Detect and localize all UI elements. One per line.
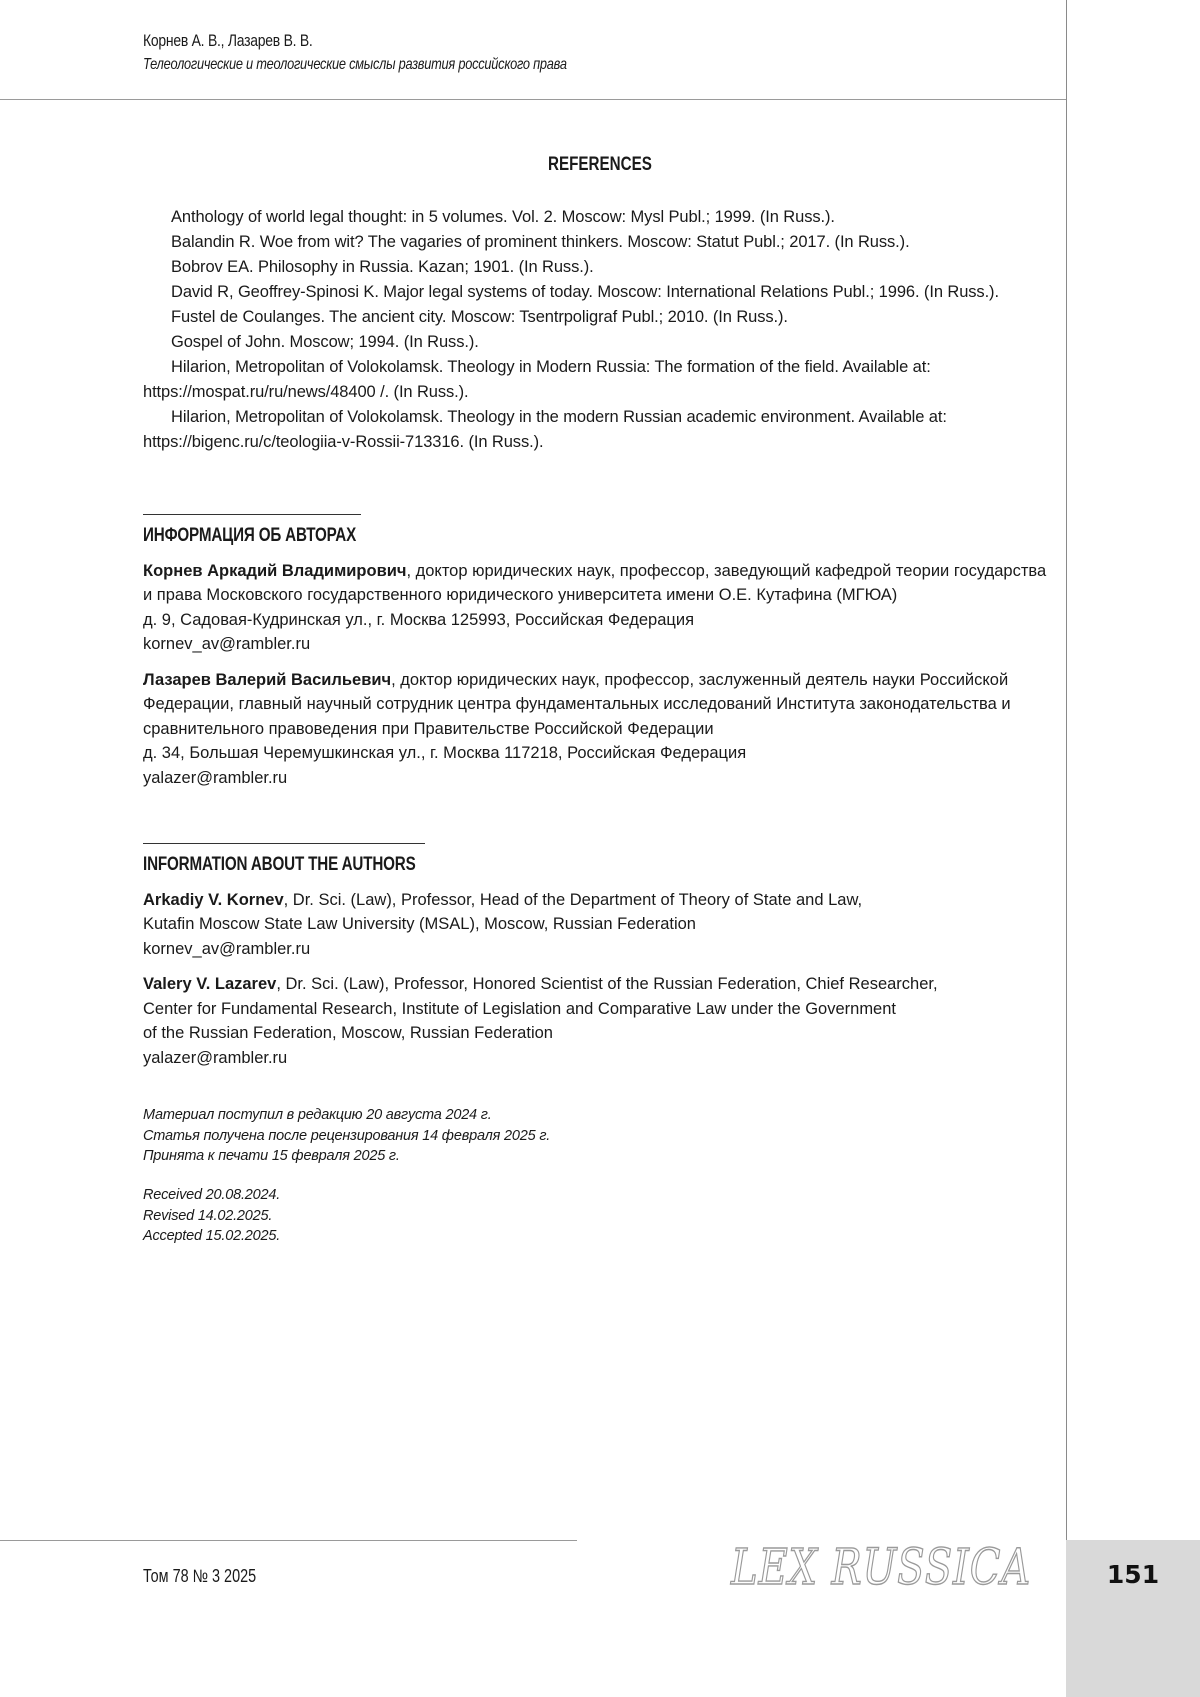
footer-divider — [0, 1540, 577, 1541]
references-heading: REFERENCES — [548, 154, 652, 175]
author-email[interactable]: kornev_av@rambler.ru — [143, 939, 311, 958]
section-divider — [143, 514, 361, 515]
page-number: 151 — [1106, 1560, 1160, 1589]
author-name: Лазарев Валерий Васильевич — [143, 670, 392, 689]
author-name: Корнев Аркадий Владимирович — [143, 561, 407, 580]
authors-en-heading: INFORMATION ABOUT THE AUTHORS — [143, 854, 416, 875]
reference-item: Gospel of John. Moscow; 1994. (In Russ.). — [171, 333, 479, 351]
author-en-entry — [143, 972, 1058, 1070]
date-line: Received 20.08.2024. — [143, 1187, 281, 1203]
authors-en-section — [143, 853, 1058, 1081]
author-description: , Dr. Sci. (Law), Professor, Honored Scientist of the Russian Federation, Chief Researcher, — [276, 975, 938, 993]
authors-ru-heading: ИНФОРМАЦИЯ ОБ АВТОРАХ — [143, 525, 357, 546]
date-line: Материал поступил в редакцию 20 августа 2024 г. — [143, 1107, 492, 1123]
logo-text: LEX RUSSICA — [730, 1538, 1031, 1596]
date-line: Accepted 15.02.2025. — [143, 1228, 281, 1244]
author-ru-entry — [143, 668, 1058, 791]
author-name: Arkadiy V. Kornev — [143, 890, 284, 909]
reference-item: Bobrov EA. Philosophy in Russia. Kazan; 1901. (In Russ.). — [171, 258, 594, 276]
dates-en — [143, 1185, 280, 1247]
author-affiliation: Center for Fundamental Research, Institute of Legislation and Comparative Law under the Government — [143, 999, 896, 1018]
dates-ru — [143, 1105, 550, 1167]
authors-ru-section — [143, 524, 1058, 801]
reference-item: Anthology of world legal thought: in 5 volumes. Vol. 2. Moscow: Mysl Publ.; 1999. (In Russ.). — [171, 208, 835, 226]
author-address: д. 34, Большая Черемушкинская ул., г. Москва 117218, Российская Федерация — [143, 744, 747, 762]
reference-item: Balandin R. Woe from wit? The vagaries of prominent thinkers. Moscow: Statut Publ.; 2017. (In Russ.). — [171, 233, 910, 251]
header-divider — [0, 99, 1066, 100]
author-email[interactable]: yalazer@rambler.ru — [143, 1048, 288, 1067]
date-line: Статья получена после рецензирования 14 февраля 2025 г. — [143, 1127, 551, 1144]
reference-item: Hilarion, Metropolitan of Volokolamsk. Theology in the modern Russian academic environment. Available at: https://bigenc.ru/c/teologiia-v-Rossii-713316. (In Russ.). — [143, 408, 947, 451]
author-affiliation: of the Russian Federation, Moscow, Russian Federation — [143, 1024, 553, 1042]
date-line: Revised 14.02.2025. — [143, 1207, 273, 1224]
author-description: , Dr. Sci. (Law), Professor, Head of the Department of Theory of State and Law, — [283, 890, 863, 909]
author-en-entry — [143, 888, 1058, 962]
reference-item: Hilarion, Metropolitan of Volokolamsk. Theology in Modern Russia: The formation of the field. Available at: https://mospat.ru/ru/news/48400 /. (In Russ.). — [143, 358, 931, 401]
author-address: д. 9, Садовая-Кудринская ул., г. Москва 125993, Российская Федерация — [143, 610, 695, 629]
author-email[interactable]: yalazer@rambler.ru — [143, 768, 288, 787]
running-header — [143, 31, 673, 74]
reference-item: Fustel de Coulanges. The ancient city. Moscow: Tsentrpoligraf Publ.; 2010. (In Russ.). — [171, 308, 788, 326]
section-divider — [143, 843, 425, 844]
author-description: , доктор юридических наук, профессор, заведующий кафедрой теории государства и права Московского государственного юридического университета имени О.Е. Кутафина (МГЮА) — [143, 561, 1047, 604]
issue-info: Том 78 № 3 2025 — [143, 1566, 257, 1586]
author-affiliation: Kutafin Moscow State Law University (MSAL), Moscow, Russian Federation — [143, 915, 696, 933]
references-list — [143, 205, 1058, 455]
lex-russica-logo — [728, 1536, 1034, 1598]
author-name: Valery V. Lazarev — [143, 975, 277, 993]
reference-item: David R, Geoffrey-Spinosi K. Major legal systems of today. Moscow: International Relations Publ.; 1996. (In Russ.). — [171, 283, 999, 301]
header-article-title: Телеологические и теологические смыслы развития российского права — [143, 56, 567, 73]
author-description: , доктор юридических наук, профессор, заслуженный деятель науки Российской Федерации, главный научный сотрудник центра фундаментальных исследований Института законодательства и сравнительного правоведения при Правительстве Российской Федерации — [143, 670, 1011, 738]
right-margin-rule — [1066, 0, 1067, 1540]
header-authors: Корнев А. В., Лазарев В. В. — [143, 31, 313, 50]
author-ru-entry — [143, 559, 1058, 657]
date-line: Принята к печати 15 февраля 2025 г. — [143, 1148, 400, 1164]
author-email[interactable]: kornev_av@rambler.ru — [143, 635, 311, 653]
